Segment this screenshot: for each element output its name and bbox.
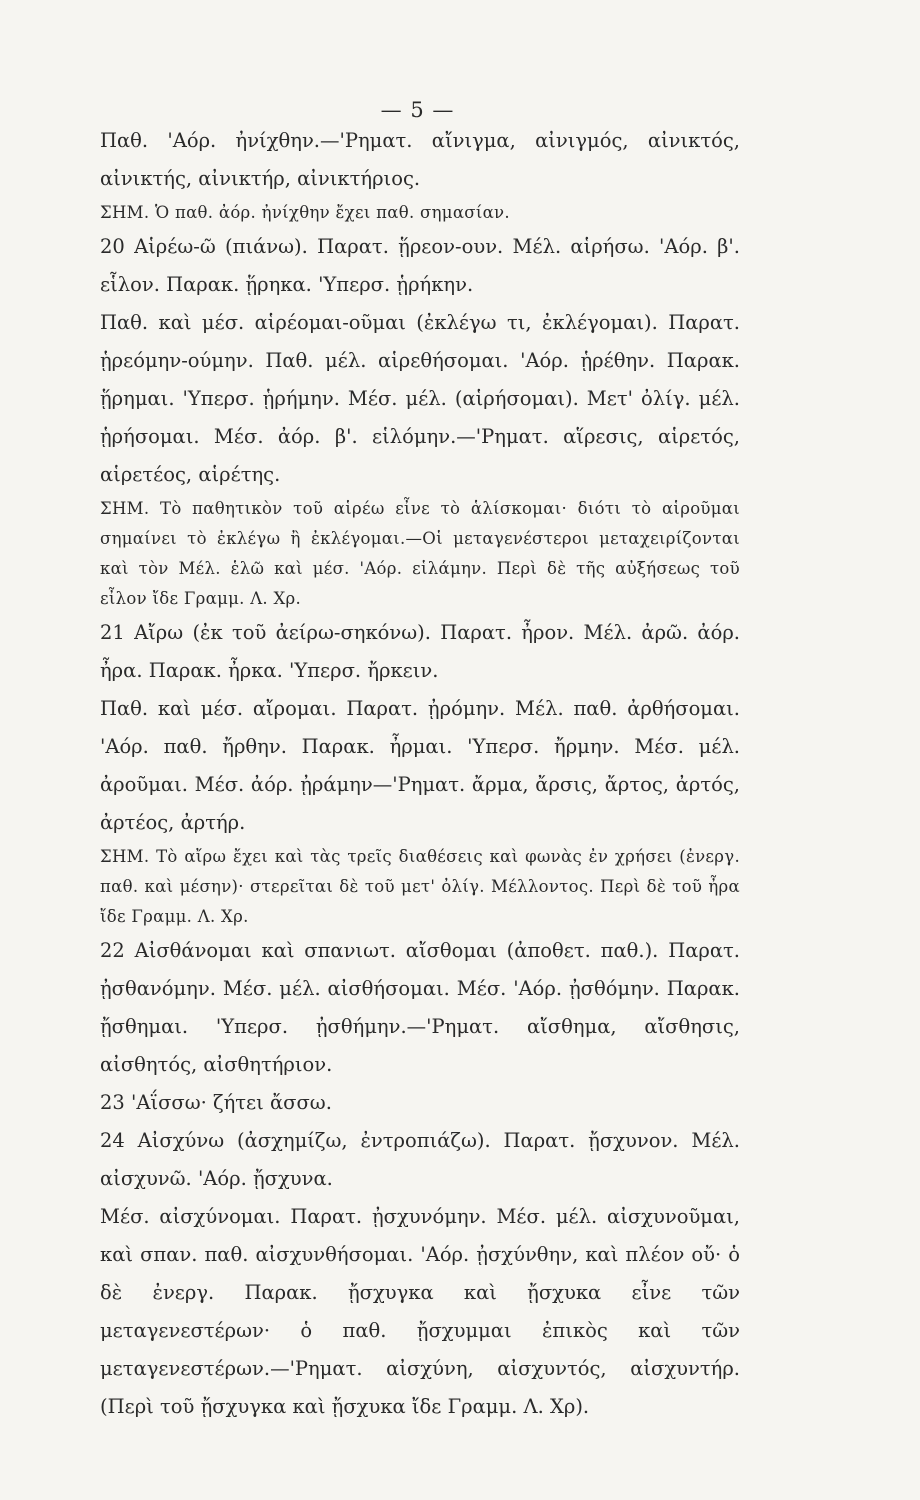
page-number: — 5 — [380,98,455,122]
note-paragraph: ΣΗΜ. Ὁ παθ. ἀόρ. ἠνίχθην ἔχει παθ. σημασίαν. [100,203,510,222]
paragraph: Παθ. 'Αόρ. ἠνίχθην.—'Ρηματ. αἴνιγμα, αἰνιγμός, αἰνικτός, αἰνικτής, αἰνικτήρ, αἰνικτήριος. [100,129,740,190]
entry-paragraph: 23 'Αΐσσω· ζήτει ἄσσω. [100,1091,332,1114]
paragraph: Παθ. καὶ μέσ. αἱρέομαι-οῦμαι (ἐκλέγω τι, ἐκλέγομαι). Παρατ. ᾑρεόμην-ούμην. Παθ. μέλ. αἱρεθήσομαι. 'Αόρ. ᾑρέθην. Παρακ. ᾕρημαι. 'Υπερσ. ᾑρήμην. Μέσ. μέλ. (αἱρήσομαι). Μετ' ὀλίγ. μέλ. ᾑρήσομαι. Μέσ. ἀόρ. β'. εἱλόμην.—'Ρηματ. αἵρεσις, αἱρετός, αἱρετέος, αἱρέτης. [100,311,740,486]
note-paragraph: ΣΗΜ. Τὸ παθητικὸν τοῦ αἱρέω εἶνε τὸ ἁλίσκομαι· διότι τὸ αἱροῦμαι σημαίνει τὸ ἐκλέγω ἢ ἐκλέγομαι.—Οἱ μεταγενέστεροι μεταχειρίζονται καὶ τὸν Μέλ. ἑλῶ καὶ μέσ. 'Αόρ. εἱλάμην. Περὶ δὲ τῆς αὐξήσεως τοῦ εἶλον ἴδε Γραμμ. Λ. Χρ. [100,499,740,608]
note-paragraph: ΣΗΜ. Τὸ αἴρω ἔχει καὶ τὰς τρεῖς διαθέσεις καὶ φωνὰς ἐν χρήσει (ἐνεργ. παθ. καὶ μέσην)· στερεῖται δὲ τοῦ μετ' ὀλίγ. Μέλλοντος. Περὶ δὲ τοῦ ἦρα ἴδε Γραμμ. Λ. Χρ. [100,847,740,926]
paragraph: Μέσ. αἰσχύνομαι. Παρατ. ᾐσχυνόμην. Μέσ. μέλ. αἰσχυνοῦμαι, καὶ σπαν. παθ. αἰσχυνθήσομαι. 'Αόρ. ᾐσχύνθην, καὶ πλέον οὔ· ὁ δὲ ἐνεργ. Παρακ. ᾔσχυγκα καὶ ᾔσχυκα εἶνε τῶν μεταγενεστέρων· ὁ παθ. ᾔσχυμμαι ἐπικὸς καὶ τῶν μεταγενεστέρων.—'Ρηματ. αἰσχύνη, αἰσχυντός, αἰσχυντήρ. (Περὶ τοῦ ᾔσχυγκα καὶ ᾔσχυκα ἴδε Γραμμ. Λ. Χρ). [100,1205,740,1418]
entry-paragraph: 21 Αἴρω (ἐκ τοῦ ἀείρω-σηκόνω). Παρατ. ἦρον. Μέλ. ἀρῶ. ἀόρ. ἦρα. Παρακ. ἦρκα. 'Υπερσ. ἤρκειν. [100,621,740,682]
entry-paragraph: 24 Αἰσχύνω (ἀσχημίζω, ἐντροπιάζω). Παρατ. ᾔσχυνον. Μέλ. αἰσχυνῶ. 'Αόρ. ᾔσχυνα. [100,1129,740,1190]
main-text [100,122,740,1426]
paragraph: Παθ. καὶ μέσ. αἴρομαι. Παρατ. ᾐρόμην. Μέλ. παθ. ἀρθήσομαι. 'Αόρ. παθ. ἤρθην. Παρακ. ἦρμαι. 'Υπερσ. ἤρμην. Μέσ. μέλ. ἀροῦμαι. Μέσ. ἀόρ. ᾐράμην—'Ρηματ. ἄρμα, ἄρσις, ἄρτος, ἀρτός, ἀρτέος, ἀρτήρ. [100,697,740,834]
entry-paragraph: 20 Αἱρέω-ῶ (πιάνω). Παρατ. ᾕρεον-ουν. Μέλ. αἱρήσω. 'Αόρ. β'. εἷλον. Παρακ. ᾕρηκα. 'Υπερσ. ᾑρήκην. [100,235,740,296]
entry-paragraph: 22 Αἰσθάνομαι καὶ σπανιωτ. αἴσθομαι (ἀποθετ. παθ.). Παρατ. ᾐσθανόμην. Μέσ. μέλ. αἰσθήσομαι. Μέσ. 'Αόρ. ᾐσθόμην. Παρακ. ᾔσθημαι. 'Υπερσ. ᾐσθήμην.—'Ρηματ. αἴσθημα, αἴσθησις, αἰσθητός, αἰσθητήριον. [100,939,740,1076]
